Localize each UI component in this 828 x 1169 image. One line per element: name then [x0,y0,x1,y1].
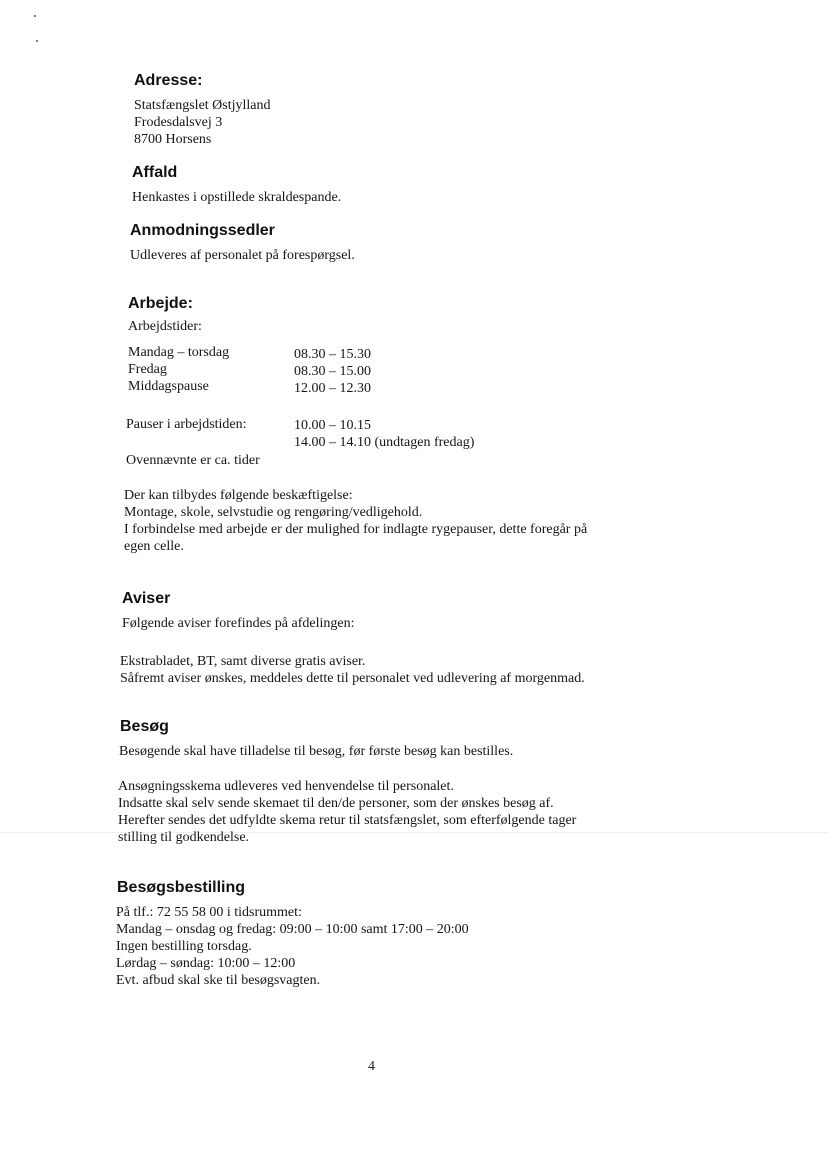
booking-line: Ingen bestilling torsdag. [116,939,252,954]
affald-text: Henkastes i opstillede skraldespande. [132,190,342,205]
aviser-paragraph [120,653,585,687]
besog-intro: Besøgende skal have tilladelse til besøg, før første besøg kan bestilles. [119,744,514,759]
paragraph-line: Der kan tilbydes følgende beskæftigelse: [124,488,353,503]
page-number: 4 [368,1059,375,1074]
adresse-line: Statsfængslet Østjylland [134,98,271,113]
besog-paragraph [118,778,576,846]
pause-time: 14.00 – 14.10 (undtagen fredag) [294,435,475,450]
heading-adresse: Adresse: [134,72,203,89]
paragraph-line: stilling til godkendelse. [118,830,250,845]
pauses-label: Pauser i arbejdstiden: [126,417,247,432]
schedule-label: Middagspause [128,379,209,394]
paragraph-line: Ekstrabladet, BT, samt diverse gratis aviser. [120,654,366,669]
paragraph-line: Såfremt aviser ønskes, meddeles dette til personalet ved udlevering af morgenmad. [120,671,585,686]
schedule-label: Fredag [128,362,167,377]
scan-speck [36,40,38,42]
paragraph-line: Montage, skole, selvstudie og rengøring/vedligehold. [124,505,423,520]
heading-aviser: Aviser [122,590,171,607]
paragraph-line: Indsatte skal selv sende skemaet til den/de personer, som der ønskes besøg af. [118,796,554,811]
booking-line: Mandag – onsdag og fredag: 09:00 – 10:00 samt 17:00 – 20:00 [116,922,469,937]
paragraph-line: Ansøgningsskema udleveres ved henvendelse til personalet. [118,779,454,794]
scan-speck [34,15,36,17]
paragraph-line: Herefter sendes det udfyldte skema retur til statsfængslet, som efterfølgende tager [118,813,577,828]
anmodningssedler-text: Udleveres af personalet på forespørgsel. [130,248,355,263]
heading-besog: Besøg [120,718,169,735]
adresse-line: 8700 Horsens [134,132,212,147]
pause-time: 10.00 – 10.15 [294,418,371,433]
paragraph-line: I forbindelse med arbejde er der mulighed for indlagte rygepauser, dette foregår på [124,522,588,537]
schedule-time: 12.00 – 12.30 [294,381,371,396]
schedule-label: Mandag – torsdag [128,345,230,360]
heading-anmodningssedler: Anmodningssedler [130,222,275,239]
booking-line: På tlf.: 72 55 58 00 i tidsrummet: [116,905,302,920]
booking-line: Lørdag – søndag: 10:00 – 12:00 [116,956,296,971]
paragraph-line: egen celle. [124,539,184,554]
approx-times-note: Ovennævnte er ca. tider [126,453,260,468]
heading-arbejde: Arbejde: [128,295,193,312]
aviser-intro: Følgende aviser forefindes på afdelingen: [122,616,355,631]
pauses-times [294,417,474,451]
schedule-time: 08.30 – 15.00 [294,364,371,379]
adresse-lines [134,97,271,148]
adresse-line: Frodesdalsvej 3 [134,115,223,130]
arbejdstider-label: Arbejdstider: [128,319,202,334]
schedule-time: 08.30 – 15.30 [294,347,371,362]
booking-line: Evt. afbud skal ske til besøgsvagten. [116,973,321,988]
schedule-labels [128,344,229,395]
besogsbestilling-lines [116,904,469,989]
heading-besogsbestilling: Besøgsbestilling [117,879,246,896]
heading-affald: Affald [132,164,178,181]
schedule-times [294,346,371,397]
arbejde-paragraph [124,487,587,555]
